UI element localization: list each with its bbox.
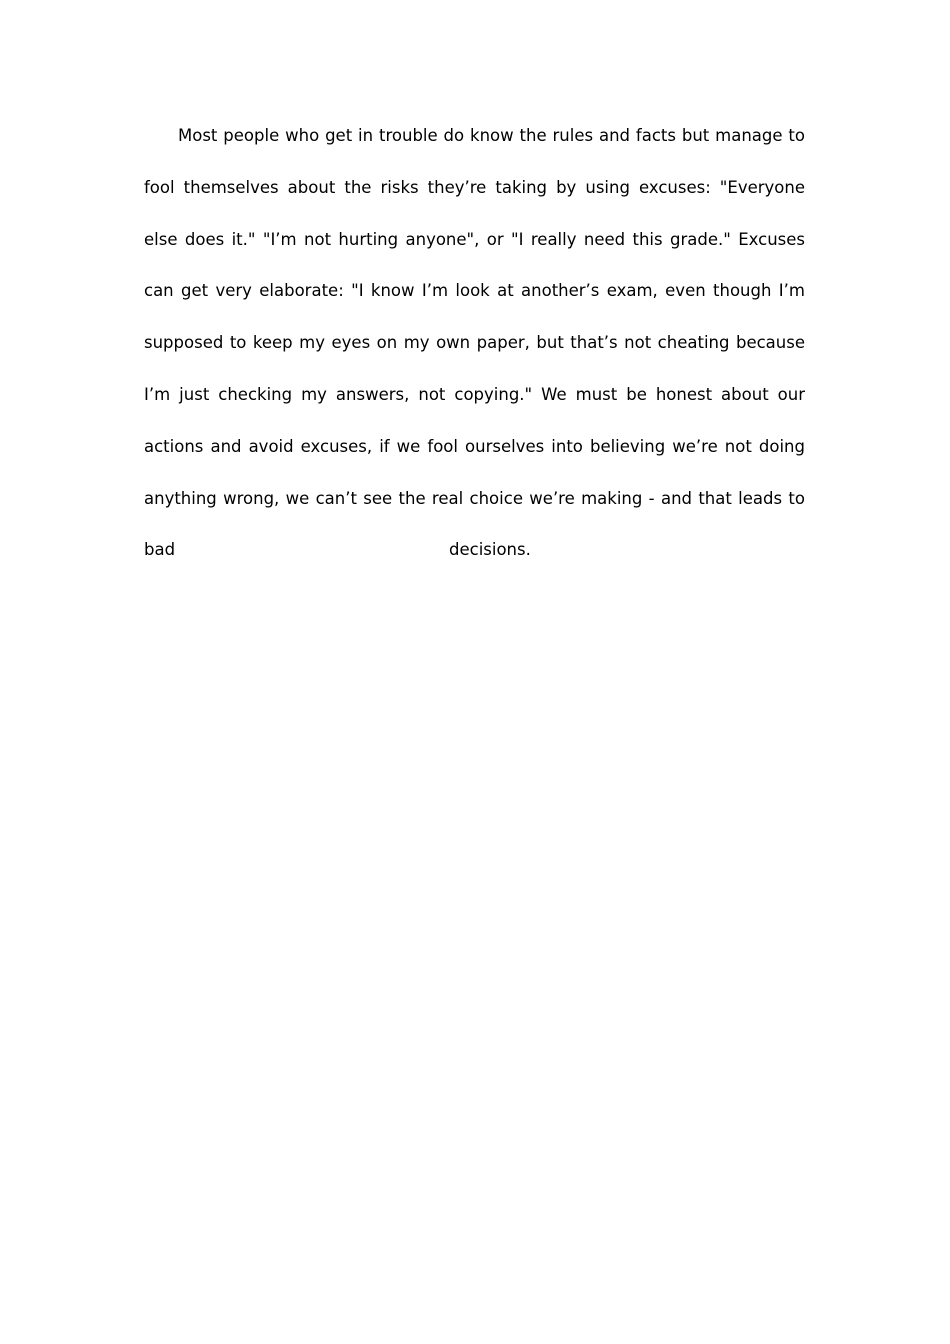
last-line-end-word: decisions. bbox=[449, 540, 531, 560]
paragraph-line: I’m just checking my answers, not copying." We must be honest about our bbox=[144, 384, 805, 404]
paragraph-line: anything wrong, we can’t see the real choice we’re making - and that leads to bbox=[144, 488, 805, 508]
paragraph-line: else does it." "I’m not hurting anyone", or "I really need this grade." Excuses bbox=[144, 229, 805, 249]
paragraph-last-line bbox=[144, 524, 805, 576]
paragraph-line: fool themselves about the risks they’re taking by using excuses: "Everyone bbox=[144, 177, 805, 197]
paragraph-line: can get very elaborate: "I know I’m look at another’s exam, even though I’m bbox=[144, 281, 805, 301]
body-paragraph bbox=[144, 110, 805, 576]
last-line-start-word: bad bbox=[144, 540, 176, 560]
paragraph-line: actions and avoid excuses, if we fool ourselves into believing we’re not doing bbox=[144, 436, 805, 456]
paragraph-line: supposed to keep my eyes on my own paper, but that’s not cheating because bbox=[144, 333, 805, 353]
paragraph-line: Most people who get in trouble do know the rules and facts but manage to bbox=[178, 126, 805, 145]
